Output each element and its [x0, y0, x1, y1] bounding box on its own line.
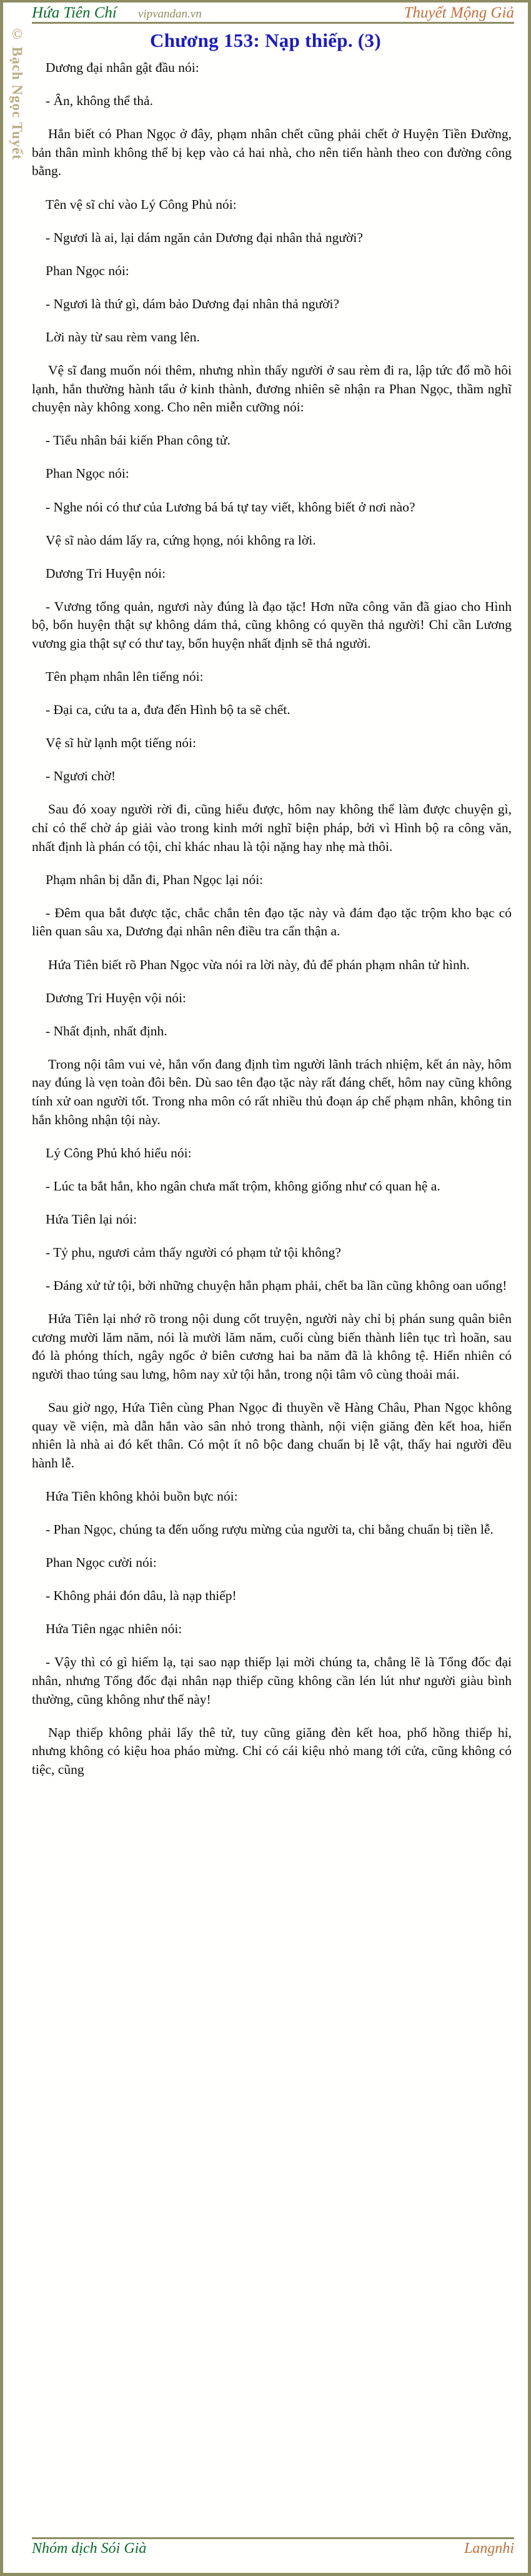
dialogue-paragraph: - Ân, không thể thả. — [46, 93, 153, 109]
dialogue-paragraph: - Nghe nói có thư của Lương bá bá tự tay viết, không biết ở nơi nào? — [46, 499, 415, 515]
speaker-tag-paragraph: Vệ sĩ hừ lạnh một tiếng nói: — [46, 735, 196, 751]
dialogue-paragraph: - Vậy thì có gì hiếm lạ, tại sao nạp thiếp lại mời chúng ta, chẳng lẽ là Tổng đốc đại nhân, nhưng Tổng đốc đại nhân nạp thiếp cũng không cần lén lút như người giàu bình thường, cũng không như thế này! — [32, 1654, 512, 1707]
footer-divider — [32, 2537, 514, 2539]
header-divider — [32, 22, 514, 24]
novel-title-left: Hứa Tiên Chí — [32, 4, 117, 21]
narrative-paragraph: Trong nội tâm vui vẻ, hắn vốn đang định tìm người lãnh trách nhiệm, kết án này, hôm nay đúng là vẹn toàn đôi bên. Dù sao tên đạo tặc này rất đáng chết, hôm nay cũng không tính xử oan người tốt. Trong nha môn có rất nhiều thủ đoạn áp chế phạm nhân, không tin hắn không nhận tội này. — [32, 1056, 512, 1127]
narrative-paragraph: Sau giờ ngọ, Hứa Tiên cùng Phan Ngọc đi thuyền về Hàng Châu, Phan Ngọc không quay về viện, mà dẫn hắn vào sân nhỏ trong thành, nội viện giăng đèn kết hoa, hiển nhiên là nhà ai đó kết thân. Có một ít nô bộc đang chuẩn bị lễ vật, thấy hai người đều hành lễ. — [32, 1400, 512, 1471]
speaker-tag-paragraph: Dương Tri Huyện nói: — [46, 565, 166, 581]
speaker-tag-paragraph: Vệ sĩ nào dám lấy ra, cứng họng, nói không ra lời. — [46, 532, 316, 548]
dialogue-paragraph: - Ngươi chờ! — [46, 768, 116, 784]
author-name: Thuyết Mộng Giả — [404, 4, 514, 21]
narrative-paragraph: Vệ sĩ đang muốn nói thêm, nhưng nhìn thấy người ở sau rèm đi ra, lập tức đổ mồ hôi lạnh, hắn thường hành tẩu ở kinh thành, đương nhiên sẽ nhận ra Phan Ngọc, thầm nghĩ chuyện này không xong. Cho nên miễn cưỡng nói: — [32, 363, 512, 415]
speaker-tag-paragraph: Hứa Tiên ngạc nhiên nói: — [46, 1621, 182, 1637]
dialogue-paragraph: - Phan Ngọc, chúng ta đến uống rượu mừng của người ta, chi bằng chuẩn bị tiền lễ. — [46, 1521, 494, 1537]
chapter-title: Chương 153: Nạp thiếp. (3) — [150, 29, 381, 51]
dialogue-paragraph: - Tỷ phu, ngươi cảm thấy người có phạm tử tội không? — [46, 1244, 341, 1260]
dialogue-paragraph: - Nhất định, nhất định. — [46, 1023, 167, 1039]
dialogue-paragraph: - Đáng xử tử tội, bởi những chuyện hắn phạm phải, chết ba lần cũng không oan uổng! — [46, 1278, 507, 1294]
narrative-paragraph: Nạp thiếp không phải lấy thê tử, tuy cũng giăng đèn kết hoa, phố hồng thiếp hỉ, nhưng không có kiệu hoa pháo mừng. Chỉ có cái kiệu nhỏ mang tới cửa, cũng không có tiệc, cũng — [32, 1724, 512, 1777]
dialogue-paragraph: - Vương tổng quản, ngươi này đúng là đạo tặc! Hơn nữa công văn đã giao cho Hình bộ, bổn huyện thật sự không dám thả, cũng không có quyền thả người! Chỉ cần Lương vương gia thật sự có thư tay, bổn huyện nhất định sẽ thả người. — [32, 598, 512, 651]
speaker-tag-paragraph: Tên vệ sĩ chỉ vào Lý Công Phủ nói: — [46, 196, 237, 212]
narrative-paragraph: Hứa Tiên biết rõ Phan Ngọc vừa nói ra lời này, đủ để phán phạm nhân tử hình. — [48, 957, 470, 972]
speaker-tag-paragraph: Lời này từ sau rèm vang lên. — [46, 329, 200, 345]
dialogue-paragraph: - Ngươi là thứ gì, dám bảo Dương đại nhân thả người? — [46, 296, 340, 311]
dialogue-paragraph: - Đêm qua bắt được tặc, chắc chắn tên đạo tặc này và đám đạo tặc trộm kho bạc có liên quan sâu xa, Dương đại nhân nên điều tra cẩn thận a. — [32, 905, 512, 939]
site-name: vipvandan.vn — [137, 8, 202, 21]
footer-row — [32, 2540, 514, 2557]
header-row — [32, 3, 514, 21]
speaker-tag-paragraph: Lý Công Phủ khó hiểu nói: — [46, 1145, 192, 1160]
page-footer — [6, 2537, 525, 2570]
speaker-tag-paragraph: Phan Ngọc nói: — [46, 466, 129, 481]
speaker-tag-paragraph: Hứa Tiên không khỏi buồn bực nói: — [46, 1488, 238, 1504]
dialogue-paragraph: - Tiểu nhân bái kiến Phan công tử. — [46, 433, 231, 448]
speaker-tag-paragraph: Phan Ngọc cười nói: — [46, 1555, 157, 1571]
dialogue-paragraph: - Lúc ta bắt hắn, kho ngân chưa mất trộm, không giống như có quan hệ a. — [46, 1178, 440, 1194]
speaker-tag-paragraph: Phạm nhân bị dẫn đi, Phan Ngọc lại nói: — [46, 872, 264, 887]
speaker-tag-paragraph: Dương Tri Huyện vội nói: — [46, 990, 186, 1005]
dialogue-paragraph: - Ngươi là ai, lại dám ngăn cản Dương đại nhân thả người? — [46, 229, 363, 245]
dialogue-paragraph: - Đại ca, cứu ta a, đưa đến Hình bộ ta sẽ chết. — [46, 702, 290, 718]
narrative-paragraph: Sau đó xoay người rời đi, cũng hiểu được, hôm nay không thể làm được chuyện gì, chỉ có thể chờ áp giải vào trong kinh mới nghĩ biện pháp, bởi vì Hình bộ ra công văn, nhất định là phán có tội, chỉ khác nhau là tội nặng hay nhẹ mà thôi. — [32, 802, 512, 854]
page-header — [3, 3, 528, 25]
translator-name: Langnhi — [464, 2540, 514, 2557]
speaker-tag-paragraph: Phan Ngọc nói: — [46, 263, 129, 278]
speaker-tag-paragraph: Hứa Tiên lại nói: — [46, 1211, 137, 1227]
narrative-paragraph: Hắn biết có Phan Ngọc ở đây, phạm nhân chết cũng phải chết ở Huyện Tiền Đường, bản thân mình không thể bị kẹp vào cả hai nhà, cho nên tiến hành theo con đường công bằng. — [32, 126, 512, 179]
speaker-tag-paragraph: Dương đại nhân gật đầu nói: — [46, 60, 199, 76]
dialogue-paragraph: - Không phải đón dâu, là nạp thiếp! — [46, 1588, 237, 1604]
narrative-paragraph: Hứa Tiên lại nhớ rõ trong nội dung cốt truyện, người này chỉ bị phán sung quân biên cương mười lăm năm, nói là mười lăm năm, cuối cùng biến thành liên tục trì hoãn, sau đó là phóng thích, ngây ngốc ở biên cương hai ba năm đã là không tệ. Hiển nhiên có người thao túng sau lưng, hôm nay xử tội hắn, trong nội tâm vô cùng thoải mái. — [32, 1311, 512, 1382]
chapter-body — [3, 53, 528, 2573]
translator-group: Nhóm dịch Sói Già — [32, 2540, 147, 2557]
copyright-watermark: © Bạch Ngọc Tuyết — [9, 26, 25, 160]
speaker-tag-paragraph: Tên phạm nhân lên tiếng nói: — [46, 669, 204, 685]
